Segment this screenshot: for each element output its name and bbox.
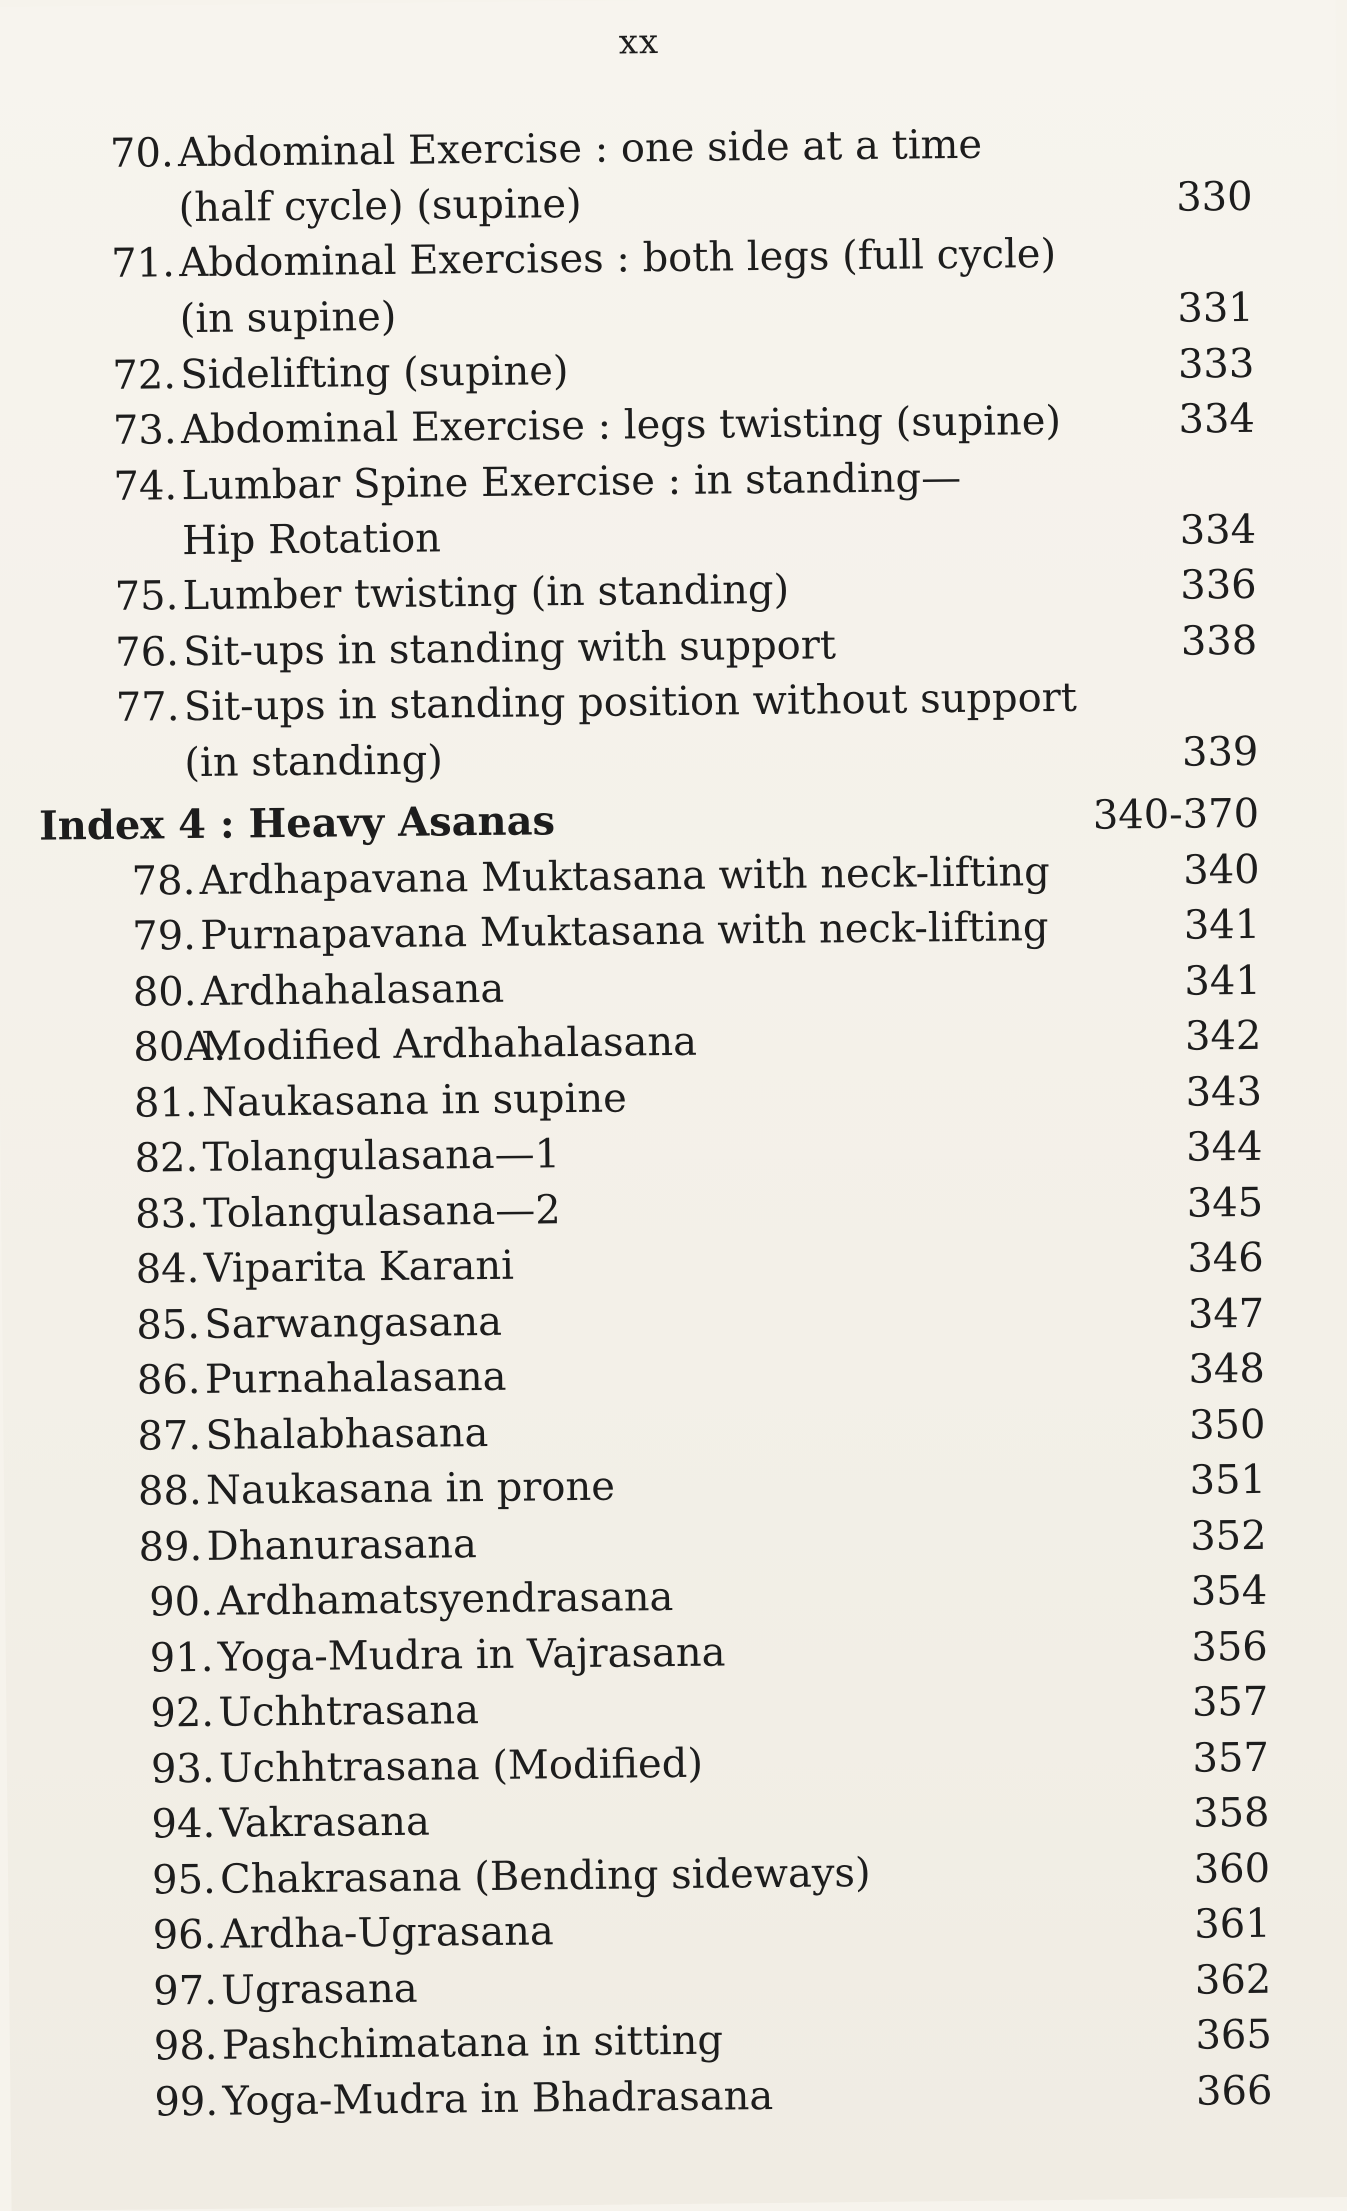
entry-page: 334: [1178, 395, 1256, 443]
entry-title: Yoga-Mudra in Bhadrasana: [222, 2073, 774, 2125]
entry-page: 343: [1185, 1068, 1263, 1116]
entry-number: 73.: [112, 407, 177, 454]
entry-number: 84.: [135, 1245, 200, 1293]
entry-title: Yoga-Mudra in Vajrasana: [217, 1629, 726, 1681]
entry-title: Naukasana in prone: [205, 1463, 616, 1514]
entry-number: 74.: [113, 463, 178, 510]
entry-number: 77.: [115, 684, 180, 731]
entry-title: Sit-ups in standing with support: [183, 622, 837, 676]
entry-page: 342: [1184, 1012, 1262, 1060]
entry-number: 89.: [138, 1523, 203, 1571]
entry-title: Chakrasana (Bending sideways): [219, 1849, 871, 1903]
entry-title: Shalabhasana: [205, 1409, 489, 1459]
entry-page: 357: [1191, 1678, 1269, 1726]
entry-page: 331: [1177, 284, 1254, 332]
entry-number: 81.: [133, 1079, 198, 1127]
entry-title: Abdominal Exercise : one side at a time: [177, 121, 983, 177]
entry-number: 79.: [131, 912, 197, 960]
entry-page: 357: [1192, 1734, 1270, 1782]
entry-title: Lumber twisting (in standing): [182, 566, 790, 620]
entry-number: 78.: [131, 857, 196, 905]
entry-number: 90.: [148, 1578, 214, 1626]
entry-page: 340-370: [1092, 790, 1260, 839]
entry-number: 82.: [134, 1134, 199, 1182]
entry-number: 75.: [114, 573, 179, 620]
entry-page: 330: [1175, 173, 1253, 221]
entry-title: Pashchimatana in sitting: [221, 2017, 724, 2069]
entry-page: 352: [1189, 1512, 1267, 1560]
entry-number: 88.: [137, 1467, 202, 1515]
entry-page: 361: [1194, 1900, 1271, 1948]
entry-page: 354: [1190, 1567, 1268, 1615]
entry-number: 93.: [150, 1745, 215, 1793]
entry-number: 99.: [154, 2078, 219, 2126]
entry-number: 98.: [153, 2022, 218, 2070]
entry-title: Uchhtrasana: [218, 1687, 480, 1736]
entry-page: 341: [1183, 901, 1261, 949]
entry-title: Sit-ups in standing position without support: [183, 674, 1078, 731]
entry-number: 70.: [109, 130, 174, 177]
entry-number: 85.: [136, 1301, 201, 1349]
entry-number: 71.: [110, 240, 176, 287]
entry-title: Viparita Karani: [203, 1242, 515, 1292]
entry-page: 362: [1194, 1956, 1272, 2004]
entry-page: 347: [1187, 1290, 1265, 1338]
entry-page: 334: [1179, 506, 1257, 554]
entry-title: Dhanurasana: [206, 1521, 478, 1570]
entry-title: (in standing): [184, 737, 444, 787]
entry-page: 351: [1189, 1456, 1267, 1504]
entry-title: Ardha-Ugrasana: [220, 1908, 554, 1958]
entry-number: 91.: [149, 1634, 214, 1682]
entry-page: 336: [1180, 561, 1257, 609]
entry-number: 83.: [134, 1190, 200, 1238]
entry-number: 86.: [136, 1356, 201, 1404]
entry-number: 87.: [137, 1412, 202, 1460]
entry-number: 94.: [151, 1800, 216, 1848]
entry-title: Tolangulasana—2: [202, 1187, 561, 1237]
entry-title: Lumbar Spine Exercise : in standing—: [181, 454, 962, 510]
entry-title: (in supine): [179, 293, 397, 343]
entry-page: 338: [1180, 617, 1258, 665]
entry-title: Ardhamatsyendrasana: [216, 1574, 674, 1625]
entry-page: 365: [1195, 2011, 1273, 2059]
entry-page: 346: [1187, 1234, 1264, 1282]
entry-number: 97.: [153, 1967, 218, 2015]
entry-title: Modified Ardhahalasana: [201, 1018, 698, 1070]
entry-title: Uchhtrasana (Modified): [218, 1740, 704, 1792]
entry-page: 360: [1193, 1845, 1271, 1893]
entry-page: 345: [1186, 1179, 1264, 1227]
entry-page: 356: [1191, 1623, 1268, 1671]
entry-title: Ardhahalasana: [200, 965, 505, 1015]
entry-page: 348: [1188, 1345, 1266, 1393]
entry-number: 72.: [112, 352, 177, 399]
entry-page: 340: [1183, 846, 1260, 894]
entry-page: 333: [1177, 340, 1255, 388]
entry-page: 341: [1184, 957, 1262, 1005]
entry-title: Tolangulasana—1: [202, 1131, 561, 1181]
entry-page: 344: [1185, 1123, 1263, 1171]
page-number: xx: [618, 22, 660, 63]
entry-page: 358: [1192, 1789, 1270, 1837]
entry-title: (half cycle) (supine): [178, 180, 582, 232]
entry-number: 76.: [115, 629, 180, 676]
entry-number: 80A.: [133, 1023, 227, 1071]
entry-title: Ugrasana: [221, 1965, 418, 2014]
entry-title: Purnahalasana: [204, 1353, 507, 1403]
entry-title: Ardhapavana Muktasana with neck-lifting: [199, 849, 1050, 904]
entry-title: Vakrasana: [219, 1798, 431, 1847]
entry-title: Abdominal Exercise : legs twisting (supine): [180, 397, 1062, 454]
entry-page: 339: [1181, 728, 1259, 776]
entry-number: 92.: [150, 1689, 215, 1737]
entry-page: 366: [1195, 2067, 1273, 2115]
entry-title: Abdominal Exercises : both legs (full cycle): [178, 230, 1057, 287]
entry-number: 95.: [151, 1856, 216, 1904]
entry-title: Sidelifting (supine): [180, 348, 569, 399]
entry-title: Purnapavana Muktasana with neck-lifting: [199, 904, 1049, 959]
entry-page: 350: [1188, 1401, 1266, 1449]
entry-number: 80.: [132, 968, 197, 1016]
entry-title: Index 4 : Heavy Asanas: [38, 797, 556, 850]
entry-number: 96.: [152, 1911, 217, 1959]
entry-title: Sarwangasana: [204, 1298, 503, 1348]
entry-title: Hip Rotation: [181, 515, 442, 565]
entry-title: Naukasana in supine: [201, 1075, 627, 1126]
